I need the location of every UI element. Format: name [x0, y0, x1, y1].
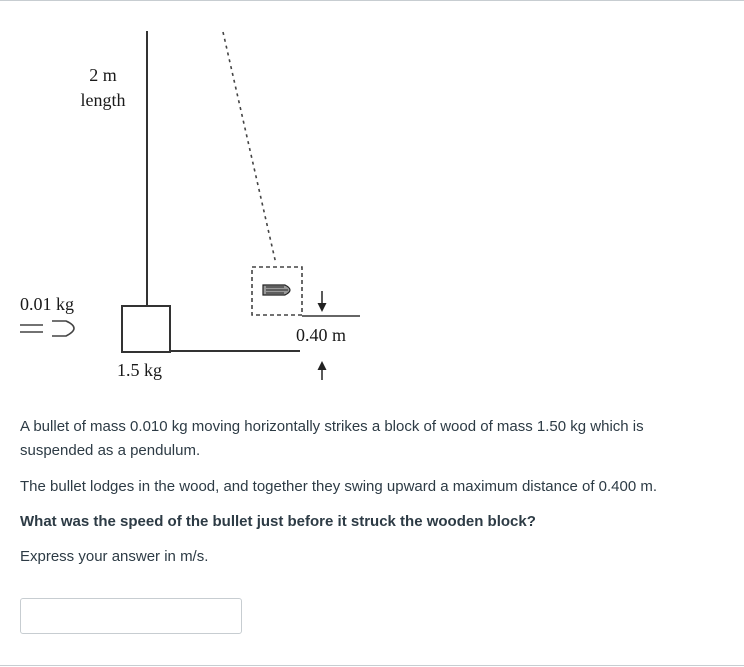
wood-block	[122, 306, 170, 352]
block-mass-label: 1.5 kg	[117, 360, 162, 380]
question-paragraph-1: A bullet of mass 0.010 kg moving horizontally strikes a block of wood of mass 1.50 kg which is suspended as a pendulum.	[20, 418, 644, 459]
bottom-border	[0, 665, 744, 666]
question-text	[20, 415, 710, 569]
height-label: 0.40 m	[296, 325, 347, 345]
question-paragraph-2: The bullet lodges in the wood, and together they swing upward a maximum distance of 0.400 m.	[20, 478, 658, 495]
length-value-label: 2 m	[89, 65, 117, 85]
answer-input[interactable]	[20, 598, 242, 634]
length-word-label: length	[80, 90, 126, 110]
answer-instructions: Express your answer in m/s.	[20, 548, 209, 565]
question-prompt: What was the speed of the bullet just before it struck the wooden block?	[20, 513, 536, 530]
bullet-mass-label: 0.01 kg	[20, 294, 74, 314]
displaced-string	[223, 32, 276, 264]
bullet-icon	[20, 321, 74, 336]
